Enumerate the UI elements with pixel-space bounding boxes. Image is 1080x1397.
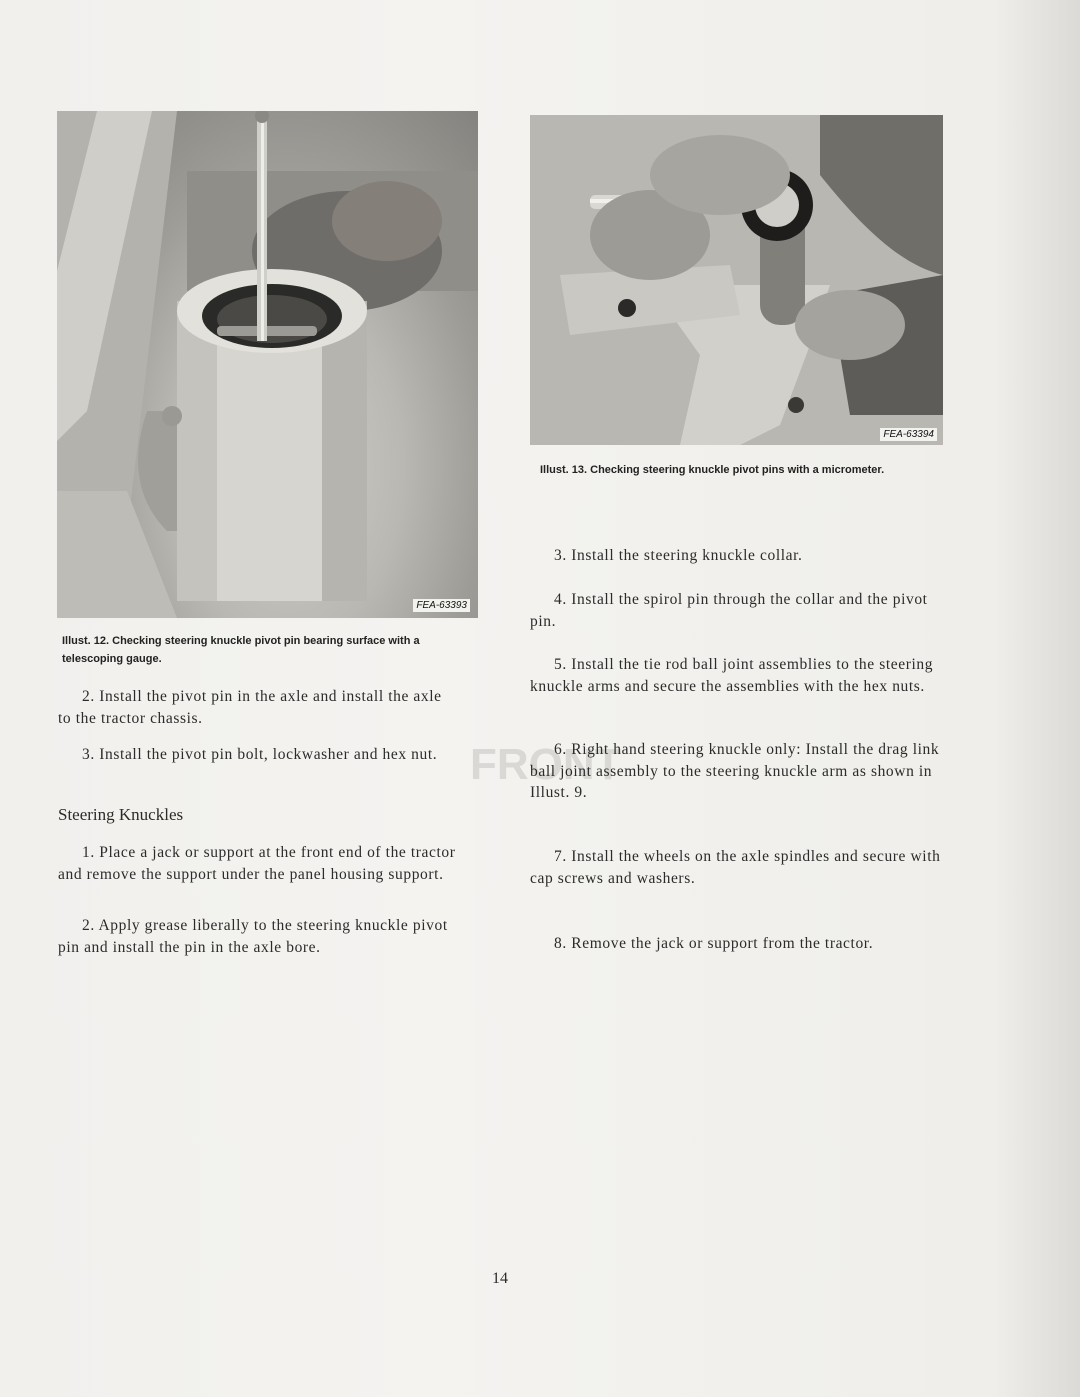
- right-step-8: 8. Remove the jack or support from the tractor.: [554, 935, 874, 952]
- photo-telescoping-gauge: [57, 111, 478, 618]
- right-step-7: 7. Install the wheels on the axle spindles and secure with cap screws and washers.: [530, 848, 941, 887]
- bleed-through-text: FRONT: [470, 740, 622, 789]
- telescoping-gauge-illustration: [57, 111, 478, 618]
- caption-illust-13: Illust. 13. Checking steering knuckle pivot pins with a micrometer.: [540, 464, 885, 476]
- knuckle-step-1: 1. Place a jack or support at the front end of the tractor and remove the support under the panel housing support.: [58, 844, 456, 883]
- right-step-5: 5. Install the tie rod ball joint assemblies to the steering knuckle arms and secure the assemblies with the hex nuts.: [530, 656, 934, 695]
- right-step-6: 6. Right hand steering knuckle only: Install the drag link ball joint assembly to the steering knuckle arm as shown in Illust. 9.: [530, 741, 940, 801]
- knuckle-step-2: 2. Apply grease liberally to the steering knuckle pivot pin and install the pin in the axle bore.: [58, 917, 448, 956]
- photo-micrometer: [530, 115, 943, 445]
- caption-illust-12: Illust. 12. Checking steering knuckle pivot pin bearing surface with a telescoping gauge.: [62, 635, 420, 665]
- right-step-4: 4. Install the spirol pin through the collar and the pivot pin.: [530, 591, 928, 630]
- left-step-2: 2. Install the pivot pin in the axle and install the axle to the tractor chassis.: [58, 688, 442, 727]
- micrometer-illustration: [530, 115, 943, 445]
- photo-right-label: FEA-63394: [880, 428, 937, 441]
- section-heading-steering-knuckles: Steering Knuckles: [58, 805, 184, 824]
- right-step-3: 3. Install the steering knuckle collar.: [554, 547, 803, 564]
- photo-left-label: FEA-63393: [413, 599, 470, 612]
- page-number: 14: [492, 1270, 508, 1287]
- left-step-3: 3. Install the pivot pin bolt, lockwasher and hex nut.: [82, 746, 438, 763]
